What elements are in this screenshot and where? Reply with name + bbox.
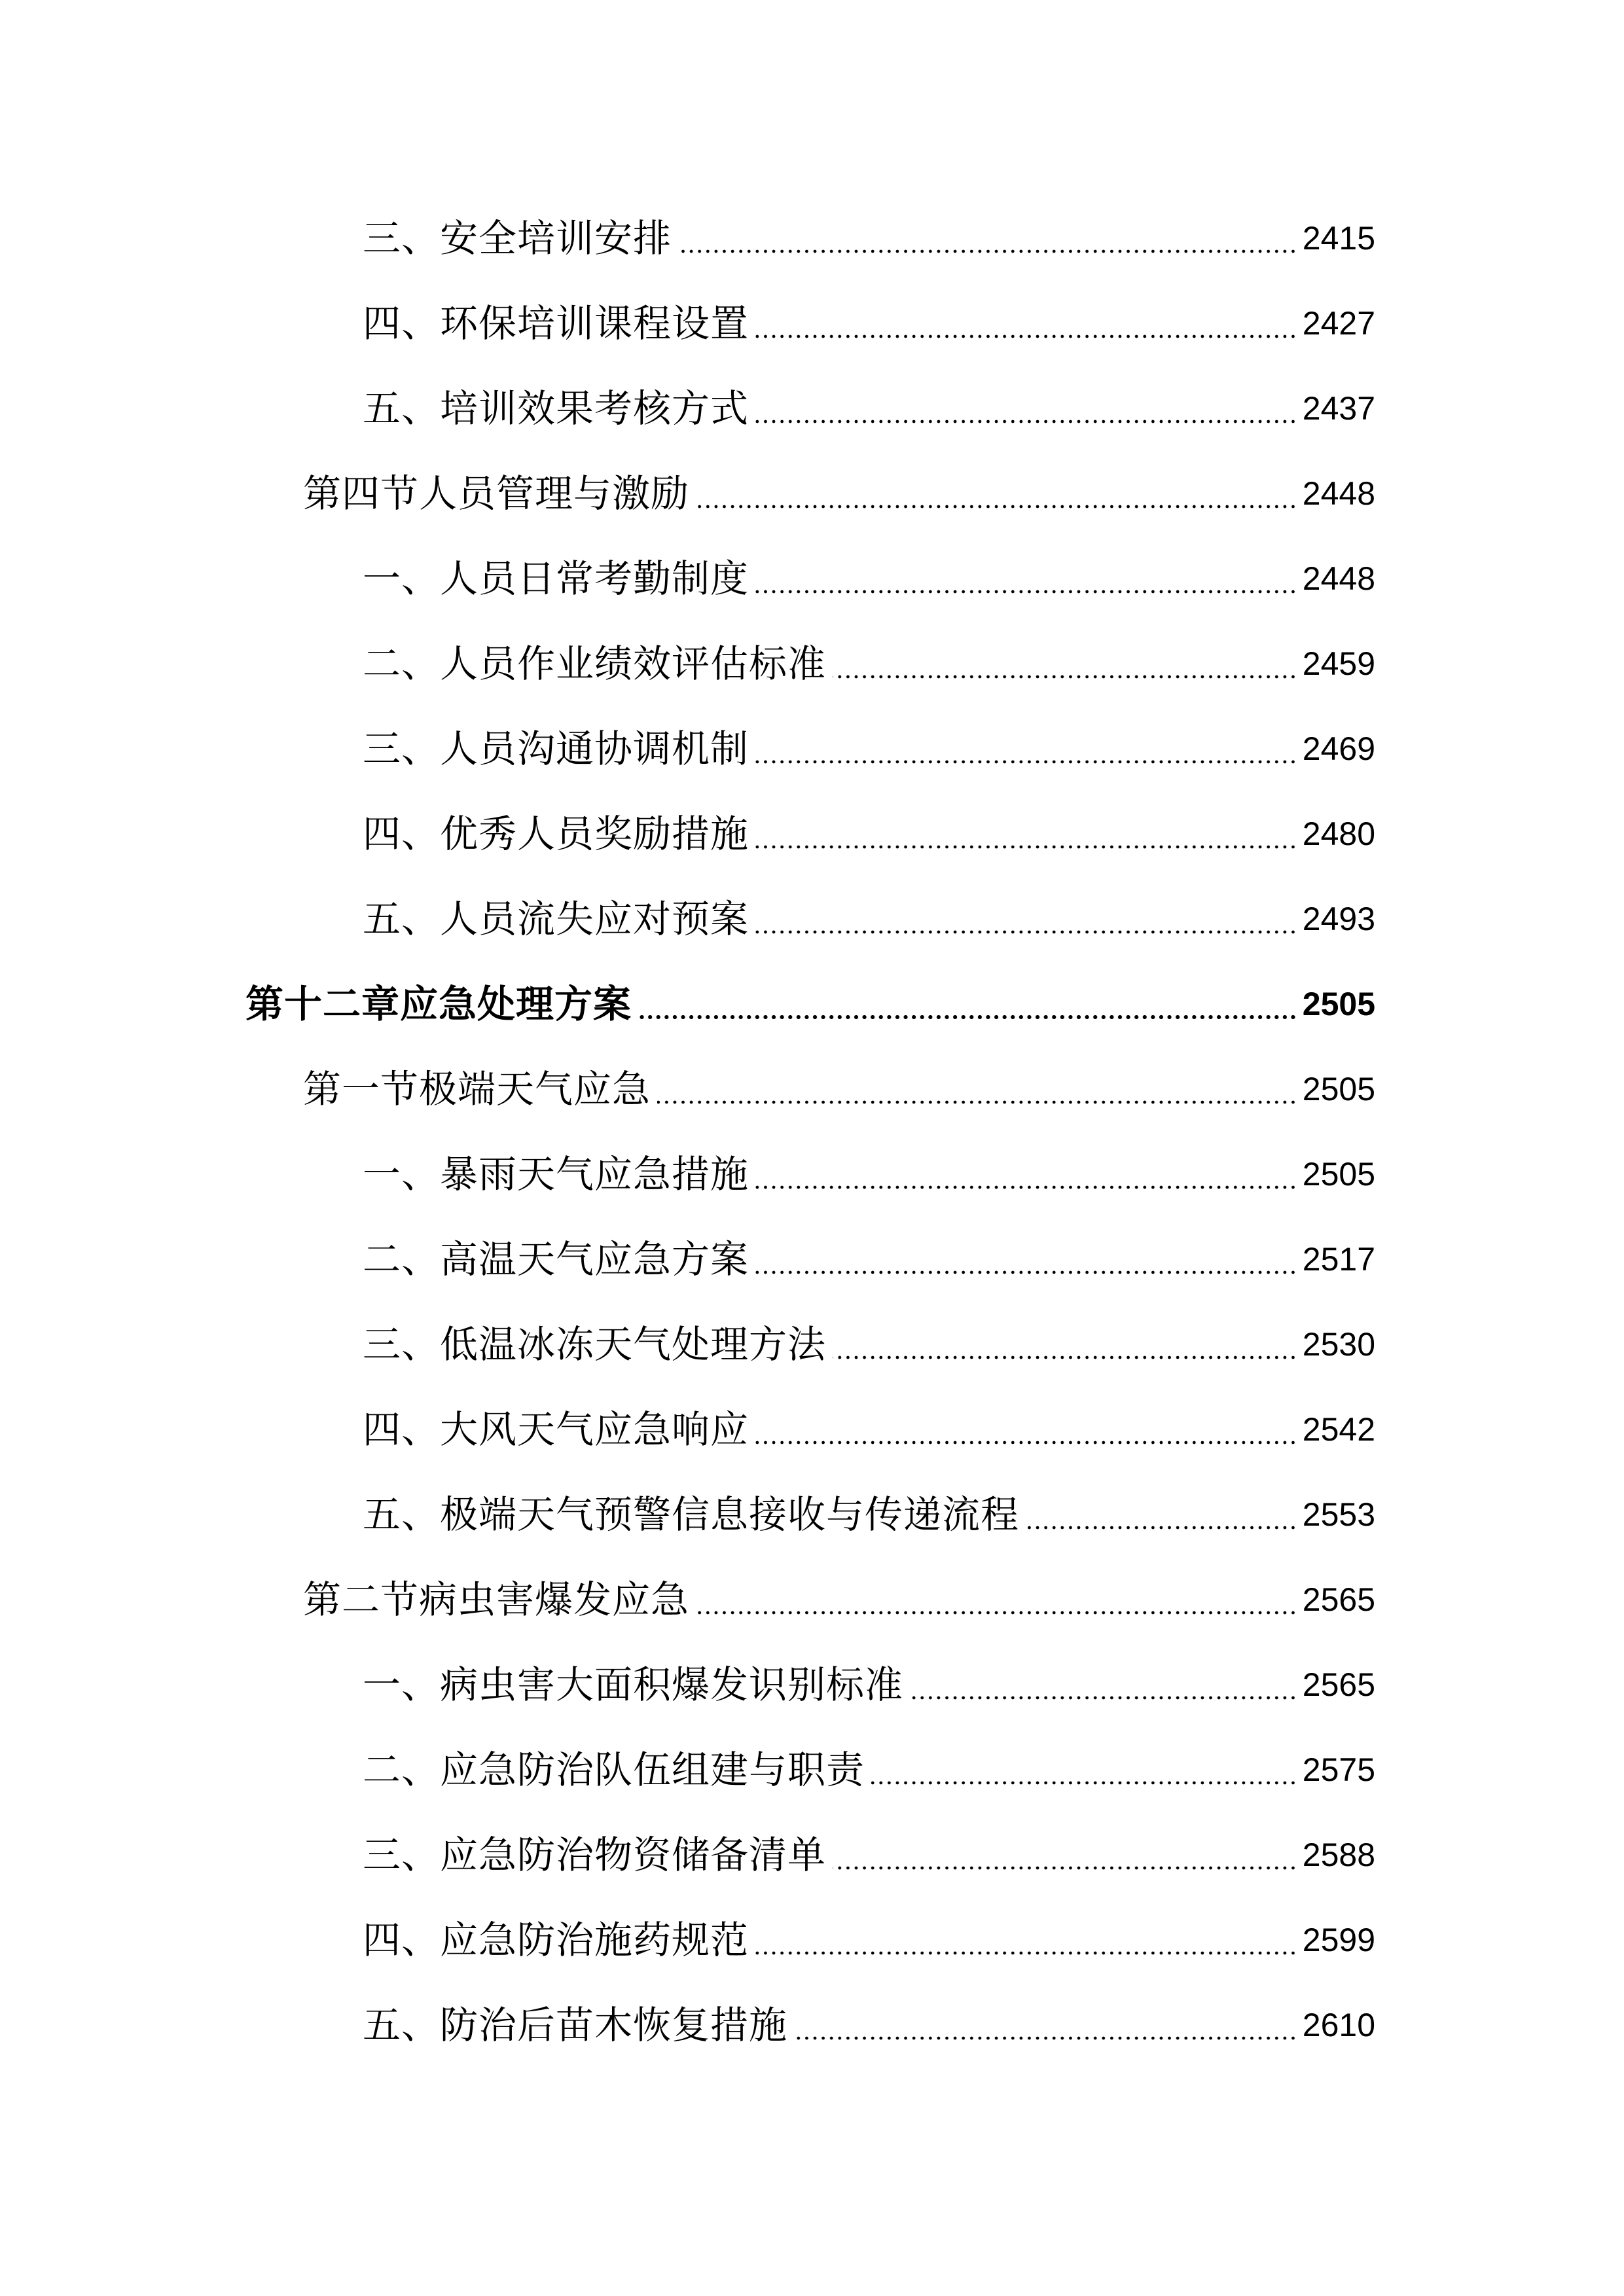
toc-entry-section	[0, 1557, 1624, 1642]
dot-leader	[696, 1557, 1297, 1642]
toc-entry-page-number: 2469	[1302, 730, 1375, 767]
dot-leader	[833, 1812, 1297, 1897]
toc-entry-item	[0, 1812, 1624, 1897]
dot-leader	[755, 536, 1297, 621]
table-of-contents	[0, 196, 1624, 2068]
toc-entry-page-number: 2575	[1302, 1751, 1375, 1788]
dot-leader	[910, 1642, 1297, 1727]
toc-entry-page-number: 2530	[1302, 1326, 1375, 1363]
toc-entry-label: 二、高温天气应急方案	[363, 1237, 749, 1282]
toc-entry-item	[0, 1217, 1624, 1302]
toc-entry-section	[0, 1047, 1624, 1132]
dot-leader	[755, 1217, 1297, 1302]
dot-leader	[755, 876, 1297, 961]
toc-entry-page-number: 2505	[1302, 1071, 1375, 1107]
toc-entry-item	[0, 536, 1624, 621]
toc-entry-page-number: 2459	[1302, 645, 1375, 682]
dot-leader	[755, 366, 1297, 451]
dot-leader	[755, 281, 1297, 366]
dot-leader	[755, 706, 1297, 791]
toc-entry-item	[0, 196, 1624, 281]
toc-entry-label: 二、人员作业绩效评估标准	[363, 641, 827, 686]
toc-entry-label: 第一节极端天气应急	[303, 1067, 651, 1111]
toc-entry-page-number: 2448	[1302, 560, 1375, 597]
toc-entry-page-number: 2588	[1302, 1837, 1375, 1873]
toc-entry-item	[0, 1132, 1624, 1217]
dot-leader	[755, 1897, 1297, 1982]
dot-leader	[638, 961, 1297, 1047]
dot-leader	[657, 1047, 1297, 1132]
toc-entry-item	[0, 366, 1624, 451]
toc-entry-item	[0, 791, 1624, 876]
dot-leader	[755, 791, 1297, 876]
toc-entry-label: 五、人员流失应对预案	[363, 897, 749, 941]
toc-entry-chapter	[0, 961, 1624, 1047]
toc-entry-label: 四、优秀人员奖励措施	[363, 812, 749, 856]
toc-entry-item	[0, 706, 1624, 791]
toc-entry-label: 第十二章应急处理方案	[245, 982, 632, 1026]
toc-entry-page-number: 2448	[1302, 475, 1375, 512]
dot-leader	[833, 1302, 1297, 1387]
toc-entry-label: 一、病虫害大面积爆发识别标准	[363, 1662, 904, 1707]
toc-entry-label: 第二节病虫害爆发应急	[303, 1577, 690, 1622]
toc-entry-label: 三、应急防治物资储备清单	[363, 1833, 827, 1877]
dot-leader	[755, 1132, 1297, 1217]
toc-entry-item	[0, 621, 1624, 706]
toc-entry-section	[0, 451, 1624, 536]
toc-entry-label: 三、人员沟通协调机制	[363, 726, 749, 771]
toc-entry-label: 四、大风天气应急响应	[363, 1407, 749, 1452]
toc-entry-item	[0, 1897, 1624, 1982]
toc-entry-item	[0, 1642, 1624, 1727]
dot-leader	[696, 451, 1297, 536]
toc-entry-item	[0, 1472, 1624, 1557]
toc-entry-label: 五、培训效果考核方式	[363, 386, 749, 431]
dot-leader	[833, 621, 1297, 706]
toc-entry-page-number: 2542	[1302, 1411, 1375, 1448]
toc-entry-page-number: 2517	[1302, 1241, 1375, 1278]
toc-entry-label: 五、极端天气预警信息接收与传递流程	[363, 1492, 1020, 1537]
dot-leader	[755, 1387, 1297, 1472]
toc-entry-page-number: 2437	[1302, 390, 1375, 427]
toc-entry-page-number: 2415	[1302, 220, 1375, 257]
toc-entry-item	[0, 1727, 1624, 1812]
dot-leader	[794, 1982, 1297, 2068]
toc-entry-item	[0, 1387, 1624, 1472]
toc-entry-item	[0, 1302, 1624, 1387]
dot-leader	[871, 1727, 1297, 1812]
toc-entry-label: 第四节人员管理与激励	[303, 471, 690, 516]
toc-entry-label: 二、应急防治队伍组建与职责	[363, 1748, 865, 1792]
toc-entry-item	[0, 876, 1624, 961]
toc-entry-page-number: 2565	[1302, 1666, 1375, 1703]
toc-entry-label: 一、人员日常考勤制度	[363, 556, 749, 601]
toc-entry-label: 一、暴雨天气应急措施	[363, 1152, 749, 1196]
toc-entry-page-number: 2610	[1302, 2007, 1375, 2043]
toc-entry-label: 四、应急防治施药规范	[363, 1918, 749, 1962]
toc-entry-page-number: 2599	[1302, 1922, 1375, 1958]
toc-entry-page-number: 2427	[1302, 305, 1375, 342]
toc-entry-label: 三、安全培训安排	[363, 216, 672, 260]
toc-entry-page-number: 2553	[1302, 1496, 1375, 1533]
toc-entry-page-number: 2493	[1302, 901, 1375, 937]
toc-entry-page-number: 2505	[1302, 1156, 1375, 1193]
toc-entry-page-number: 2505	[1302, 986, 1375, 1022]
toc-entry-label: 五、防治后苗木恢复措施	[363, 2003, 788, 2047]
toc-entry-label: 三、低温冰冻天气处理方法	[363, 1322, 827, 1367]
toc-entry-page-number: 2480	[1302, 816, 1375, 852]
toc-entry-item	[0, 281, 1624, 366]
dot-leader	[678, 196, 1297, 281]
toc-entry-item	[0, 1982, 1624, 2068]
toc-entry-page-number: 2565	[1302, 1581, 1375, 1618]
toc-entry-label: 四、环保培训课程设置	[363, 301, 749, 346]
dot-leader	[1026, 1472, 1297, 1557]
